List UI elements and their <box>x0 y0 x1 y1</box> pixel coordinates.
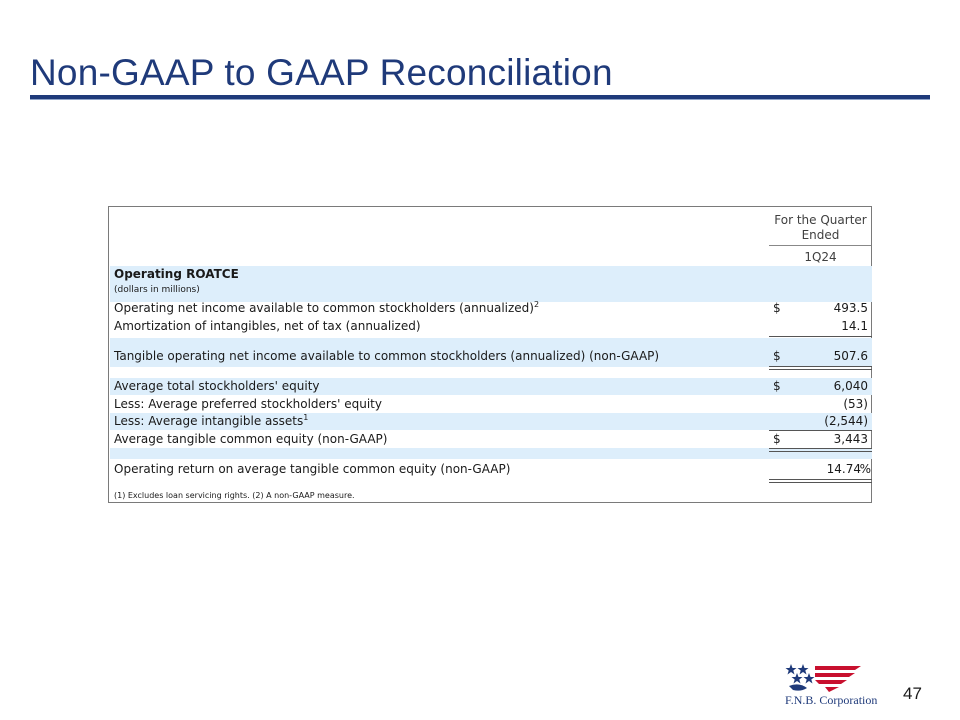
header-rule <box>769 245 871 246</box>
total-rule-double <box>769 451 872 452</box>
section-row <box>109 266 871 283</box>
total-rule <box>769 366 872 367</box>
table-row <box>109 396 871 413</box>
row-value: (2,544) <box>824 414 868 428</box>
row-label: Tangible operating net income available to common stockholders (annualized) (non-GAAP) <box>114 349 660 363</box>
period-header <box>769 213 872 243</box>
percent-sign: % <box>859 462 871 476</box>
subtotal-rule <box>769 336 872 337</box>
section-title: Operating ROATCE <box>114 267 239 281</box>
row-label: Average total stockholders' equity <box>114 379 320 393</box>
footnote-ref: 1 <box>303 413 309 422</box>
row-label: Amortization of intangibles, net of tax (annualized) <box>114 319 421 333</box>
row-label: Average tangible common equity (non-GAAP) <box>114 432 388 446</box>
dollar-sign: $ <box>773 379 781 393</box>
period-header-line1: For the Quarter <box>774 213 867 227</box>
table-row <box>109 348 871 365</box>
row-value: 14.74 <box>826 462 861 476</box>
table-footnote: (1) Excludes loan servicing rights. (2) A non-GAAP measure. <box>114 491 355 500</box>
band-spacer <box>110 448 872 459</box>
table-row <box>109 300 871 317</box>
table-row <box>109 431 871 448</box>
dollar-sign: $ <box>773 301 781 315</box>
column-header-1q24: 1Q24 <box>804 250 837 264</box>
row-label: Less: Average preferred stockholders' equity <box>114 397 382 411</box>
total-rule-double <box>769 369 872 370</box>
total-rule <box>769 448 872 449</box>
units-label: (dollars in millions) <box>114 285 200 295</box>
row-value: 14.1 <box>841 319 868 333</box>
row-value: 3,443 <box>833 432 868 446</box>
dollar-sign: $ <box>773 432 781 446</box>
period-header-line2: Ended <box>801 228 840 242</box>
table-row <box>109 318 871 335</box>
row-label: Operating net income available to common stockholders (annualized) <box>114 301 534 315</box>
row-value: 493.5 <box>833 301 868 315</box>
row-value: 6,040 <box>833 379 868 393</box>
logo-wordmark: F.N.B. Corporation <box>785 693 878 707</box>
table-row <box>109 378 871 395</box>
total-rule-double <box>769 482 872 483</box>
row-value: (53) <box>843 397 868 411</box>
total-rule <box>769 479 872 480</box>
dollar-sign: $ <box>773 349 781 363</box>
table-row <box>109 413 871 430</box>
page-number: 47 <box>903 684 922 703</box>
units-row <box>109 282 871 299</box>
page-title: Non-GAAP to GAAP Reconciliation <box>30 52 613 93</box>
table-row <box>109 461 871 478</box>
row-label: Less: Average intangible assets <box>114 414 304 428</box>
row-value: 507.6 <box>833 349 868 363</box>
title-divider <box>30 95 930 100</box>
reconciliation-table <box>108 206 872 503</box>
footnote-ref: 2 <box>533 300 540 309</box>
row-label: Operating return on average tangible common equity (non-GAAP) <box>114 462 511 476</box>
